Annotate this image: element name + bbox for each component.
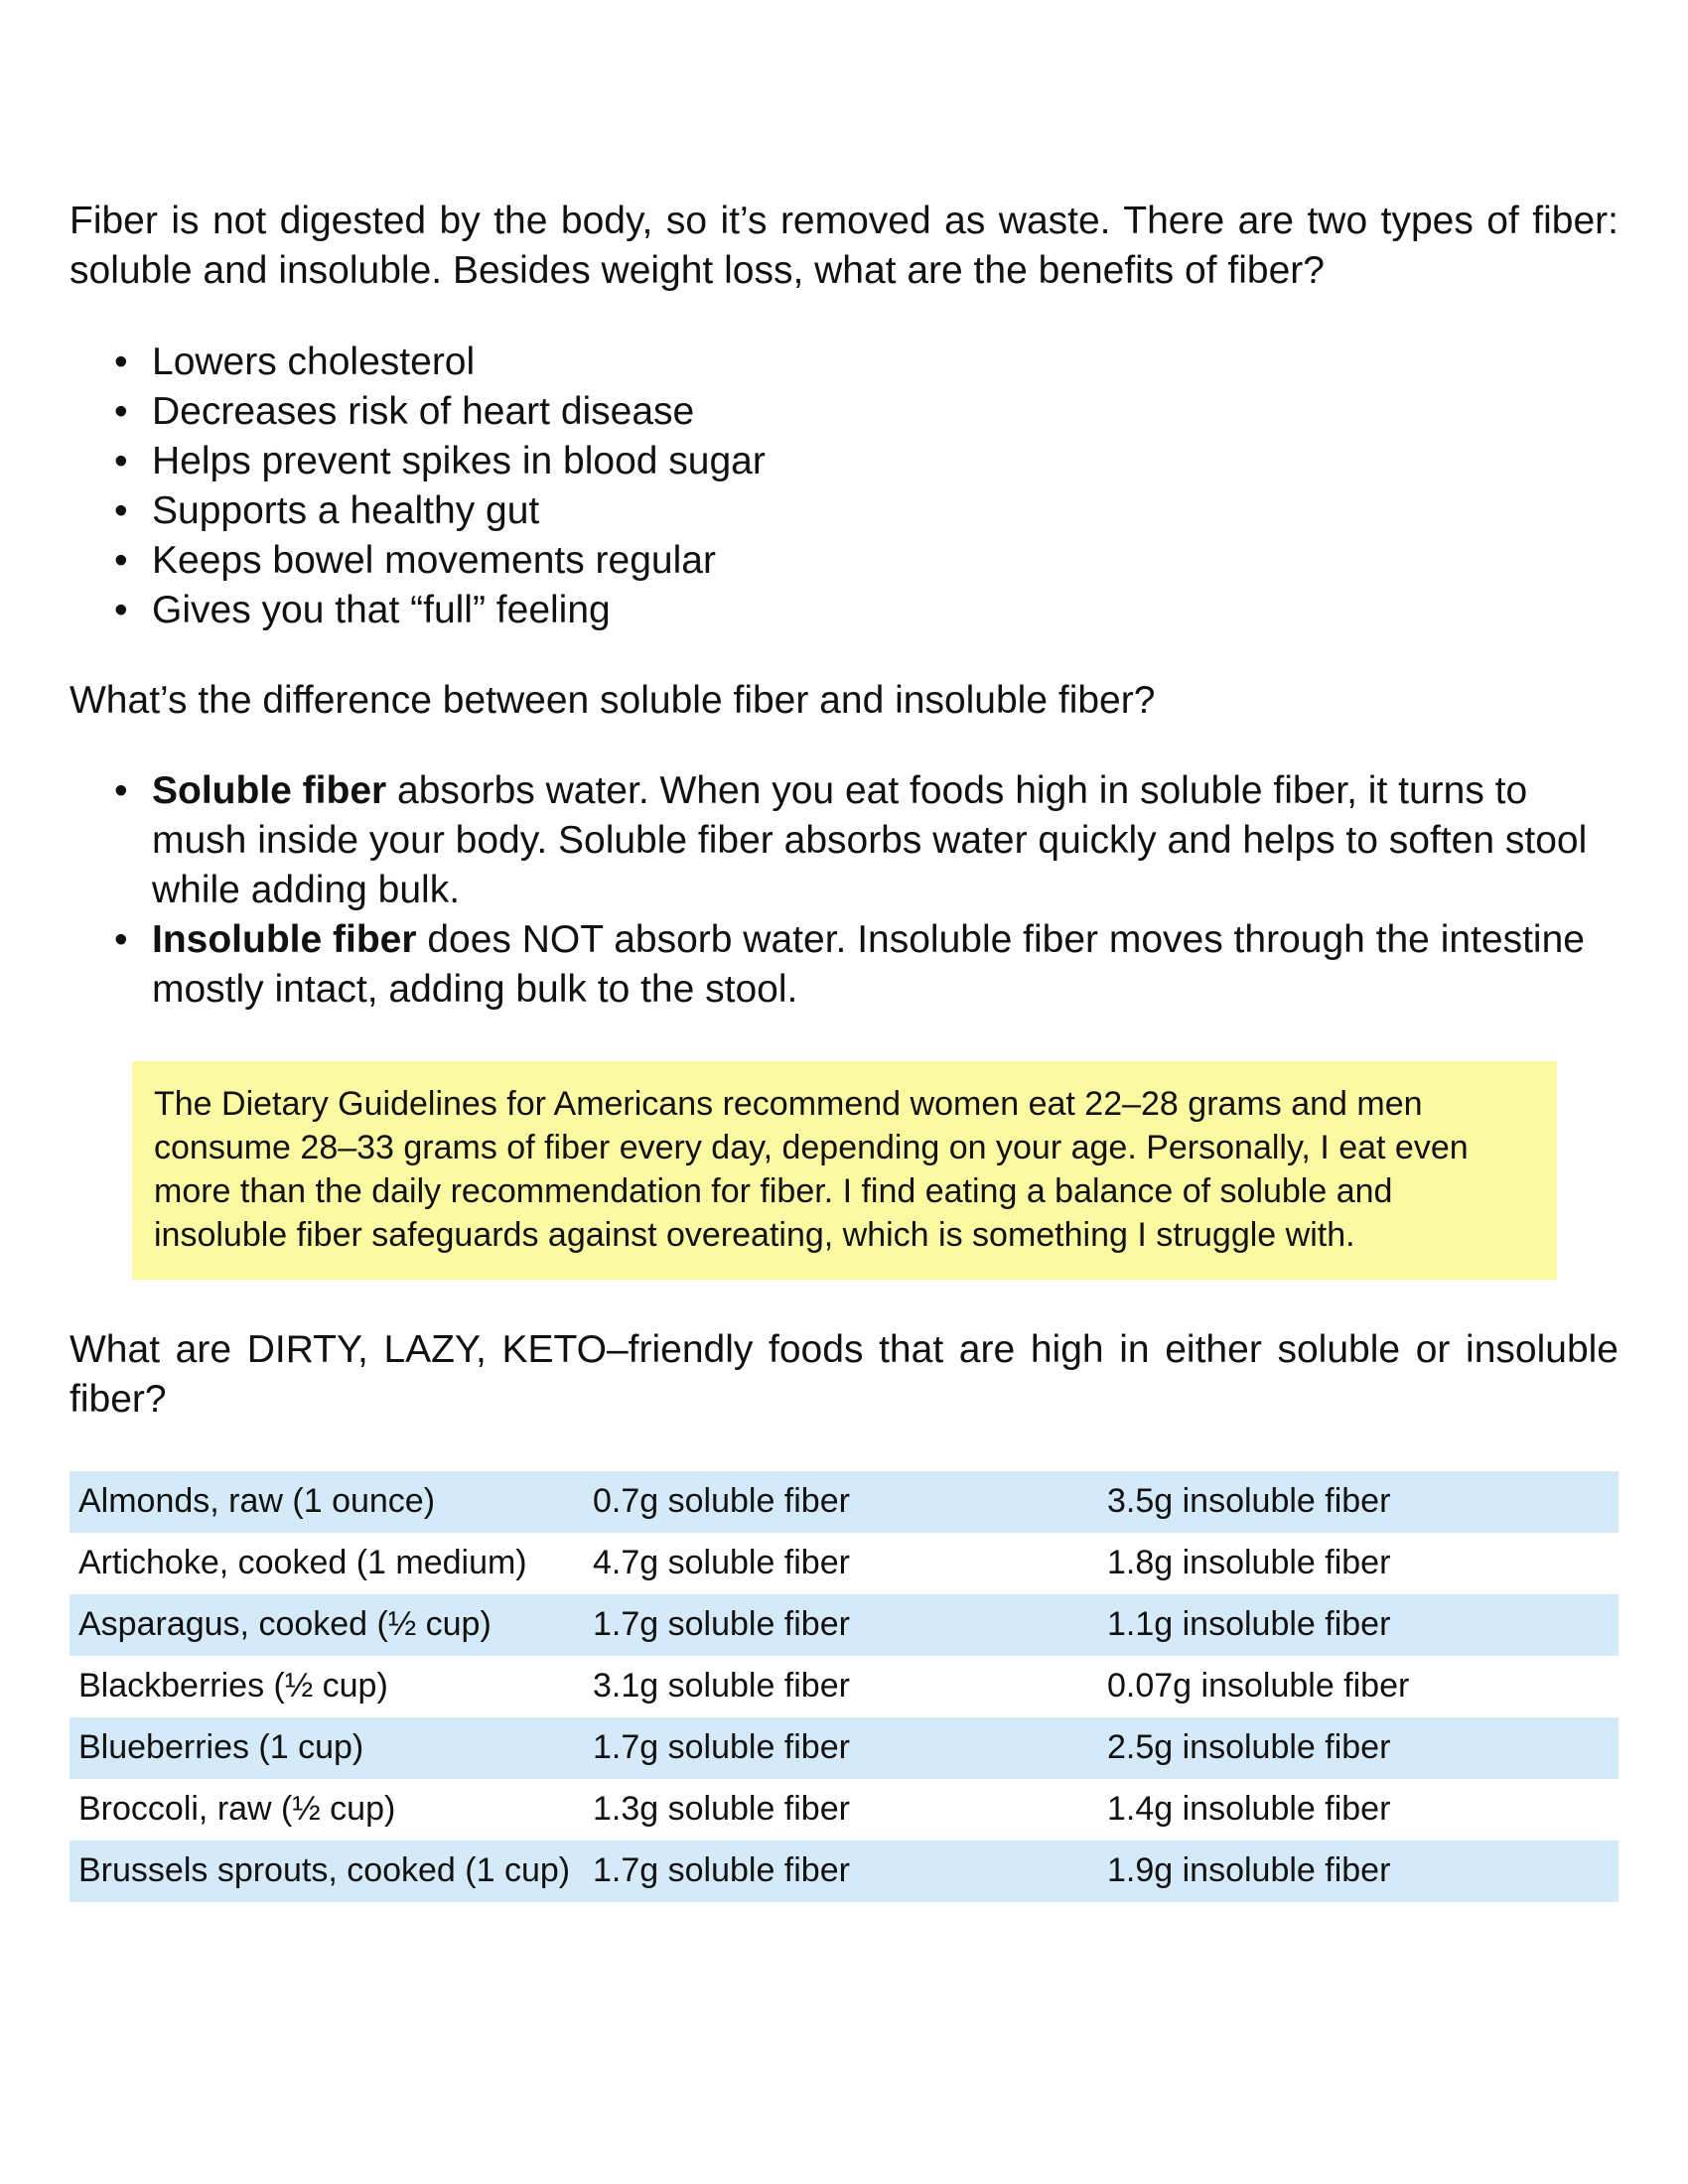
list-item: • Decreases risk of heart disease (114, 387, 1618, 437)
fiber-table (70, 1471, 1618, 1902)
food-cell: Blueberries (1 cup) (70, 1717, 584, 1779)
definitions-list (114, 766, 1623, 1015)
soluble-cell: 0.7g soluble fiber (584, 1471, 1098, 1533)
insoluble-cell: 1.1g insoluble fiber (1098, 1594, 1618, 1656)
soluble-cell: 1.7g soluble fiber (584, 1717, 1098, 1779)
soluble-cell: 1.7g soluble fiber (584, 1841, 1098, 1902)
food-cell: Artichoke, cooked (1 medium) (78, 1544, 527, 1581)
definition-insoluble (114, 915, 1623, 1015)
foods-question: What are DIRTY, LAZY, KETO–friendly foods that are high in either soluble or insoluble fiber? (70, 1328, 1618, 1421)
insoluble-cell: 1.9g insoluble fiber (1098, 1841, 1618, 1902)
food-cell: Broccoli, raw (½ cup) (78, 1790, 396, 1828)
table-row (70, 1533, 1618, 1594)
list-item: • Helps prevent spikes in blood sugar (114, 437, 1618, 486)
insoluble-cell: 2.5g insoluble fiber (1098, 1717, 1618, 1779)
table-row (70, 1717, 1618, 1779)
insoluble-cell: 1.4g insoluble fiber (1107, 1790, 1391, 1828)
definition-term: Soluble fiber (152, 769, 387, 812)
list-item: • Keeps bowel movements regular (114, 536, 1618, 586)
benefits-list (114, 338, 1618, 635)
document-page (70, 197, 1618, 1902)
definition-term: Insoluble fiber (152, 918, 417, 961)
note-text: The Dietary Guidelines for Americans recommend women eat 22–28 grams and men consume 28–33 grams of fiber every day, depending on your age. Personally, I eat even more than the daily recommendation for fiber. I find eating a balance of soluble and insoluble fiber safeguards against overeating, which is something I struggle with. (154, 1085, 1469, 1254)
soluble-cell: 4.7g soluble fiber (593, 1544, 850, 1581)
soluble-cell: 1.3g soluble fiber (593, 1790, 850, 1828)
list-item: • Lowers cholesterol (114, 338, 1618, 387)
highlight-note (132, 1061, 1557, 1280)
table-row (70, 1471, 1618, 1533)
difference-question: What’s the difference between soluble fiber and insoluble fiber? (70, 679, 1156, 722)
intro-paragraph: Fiber is not digested by the body, so it’s removed as waste. There are two types of fiber: soluble and insoluble. Besides weight loss, what are the benefits of fiber? (70, 200, 1618, 292)
food-cell: Asparagus, cooked (½ cup) (70, 1594, 584, 1656)
table-row (70, 1779, 1618, 1841)
food-cell: Blackberries (½ cup) (78, 1667, 388, 1705)
definition-text: does NOT absorb water. Insoluble fiber moves through the intestine mostly intact, adding bulk to the stool. (152, 918, 1585, 1011)
insoluble-cell: 0.07g insoluble fiber (1107, 1667, 1410, 1705)
soluble-cell: 1.7g soluble fiber (584, 1594, 1098, 1656)
soluble-cell: 3.1g soluble fiber (593, 1667, 850, 1705)
list-item: • Supports a healthy gut (114, 486, 1618, 536)
table-row (70, 1656, 1618, 1717)
definition-soluble (114, 766, 1623, 915)
list-item: • Gives you that “full” feeling (114, 586, 1618, 635)
definition-text: absorbs water. When you eat foods high in soluble fiber, it turns to mush inside your body. Soluble fiber absorbs water quickly and helps to soften stool while adding bulk. (152, 769, 1588, 911)
table-row (70, 1841, 1618, 1902)
table-row (70, 1594, 1618, 1656)
insoluble-cell: 1.8g insoluble fiber (1107, 1544, 1391, 1581)
food-cell: Almonds, raw (1 ounce) (70, 1471, 584, 1533)
food-cell: Brussels sprouts, cooked (1 cup) (70, 1841, 584, 1902)
insoluble-cell: 3.5g insoluble fiber (1098, 1471, 1618, 1533)
